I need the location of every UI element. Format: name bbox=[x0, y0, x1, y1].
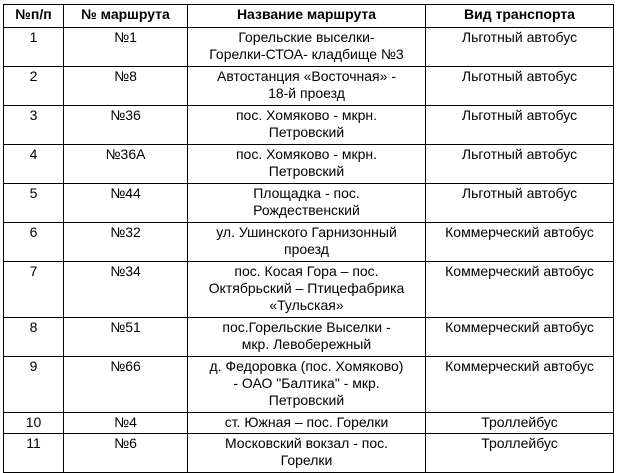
cell-num: 5 bbox=[4, 184, 64, 223]
cell-route: №4 bbox=[64, 413, 188, 434]
cell-route: №44 bbox=[64, 184, 188, 223]
table-row bbox=[4, 223, 614, 262]
cell-type: Льготный автобус bbox=[426, 145, 614, 184]
table-row bbox=[4, 184, 614, 223]
cell-num: 6 bbox=[4, 223, 64, 262]
cell-num: 11 bbox=[4, 434, 64, 473]
cell-type: Льготный автобус bbox=[426, 67, 614, 106]
cell-type: Коммерческий автобус bbox=[426, 357, 614, 413]
cell-route: №51 bbox=[64, 318, 188, 357]
header-row bbox=[4, 5, 614, 28]
cell-num: 4 bbox=[4, 145, 64, 184]
cell-route: №34 bbox=[64, 262, 188, 318]
header-name: Название маршрута bbox=[188, 5, 426, 28]
cell-name: пос. Косая Гора – пос. Октябрьский – Птицефабрика «Тульская» bbox=[188, 262, 426, 318]
table-row bbox=[4, 434, 614, 473]
cell-num: 2 bbox=[4, 67, 64, 106]
cell-route: №66 bbox=[64, 357, 188, 413]
cell-name: пос. Хомяково - мкрн. Петровский bbox=[188, 106, 426, 145]
cell-name: пос. Хомяково - мкрн. Петровский bbox=[188, 145, 426, 184]
header-num: №п/п bbox=[4, 5, 64, 28]
header-type: Вид транспорта bbox=[426, 5, 614, 28]
cell-name: Площадка - пос. Рождественский bbox=[188, 184, 426, 223]
table-row bbox=[4, 262, 614, 318]
table-header bbox=[4, 5, 614, 28]
cell-route: №36А bbox=[64, 145, 188, 184]
cell-name: д. Федоровка (пос. Хомяково) - ОАО "Балтика" - мкр. Петровский bbox=[188, 357, 426, 413]
table-row bbox=[4, 357, 614, 413]
cell-name: Горельские выселки- Горелки-СТОА- кладбище №3 bbox=[188, 28, 426, 67]
cell-route: №32 bbox=[64, 223, 188, 262]
cell-num: 9 bbox=[4, 357, 64, 413]
cell-type: Льготный автобус bbox=[426, 106, 614, 145]
cell-type: Коммерческий автобус bbox=[426, 223, 614, 262]
cell-name: ул. Ушинского Гарнизонный проезд bbox=[188, 223, 426, 262]
table-row bbox=[4, 28, 614, 67]
cell-route: №6 bbox=[64, 434, 188, 473]
table-row bbox=[4, 67, 614, 106]
cell-num: 10 bbox=[4, 413, 64, 434]
table-row bbox=[4, 318, 614, 357]
cell-type: Троллейбус bbox=[426, 413, 614, 434]
cell-num: 1 bbox=[4, 28, 64, 67]
cell-name: пос.Горельские Выселки - мкр. Левобережный bbox=[188, 318, 426, 357]
cell-type: Льготный автобус bbox=[426, 28, 614, 67]
cell-name: ст. Южная – пос. Горелки bbox=[188, 413, 426, 434]
cell-num: 8 bbox=[4, 318, 64, 357]
cell-num: 3 bbox=[4, 106, 64, 145]
cell-type: Коммерческий автобус bbox=[426, 262, 614, 318]
table-row bbox=[4, 106, 614, 145]
table-body bbox=[4, 28, 614, 473]
cell-num: 7 bbox=[4, 262, 64, 318]
cell-type: Льготный автобус bbox=[426, 184, 614, 223]
routes-table bbox=[3, 4, 614, 473]
header-route: № маршрута bbox=[64, 5, 188, 28]
cell-route: №1 bbox=[64, 28, 188, 67]
cell-name: Автостанция «Восточная» - 18-й проезд bbox=[188, 67, 426, 106]
cell-type: Коммерческий автобус bbox=[426, 318, 614, 357]
table-row bbox=[4, 145, 614, 184]
cell-route: №36 bbox=[64, 106, 188, 145]
cell-type: Троллейбус bbox=[426, 434, 614, 473]
cell-name: Московский вокзал - пос. Горелки bbox=[188, 434, 426, 473]
table-row bbox=[4, 413, 614, 434]
cell-route: №8 bbox=[64, 67, 188, 106]
